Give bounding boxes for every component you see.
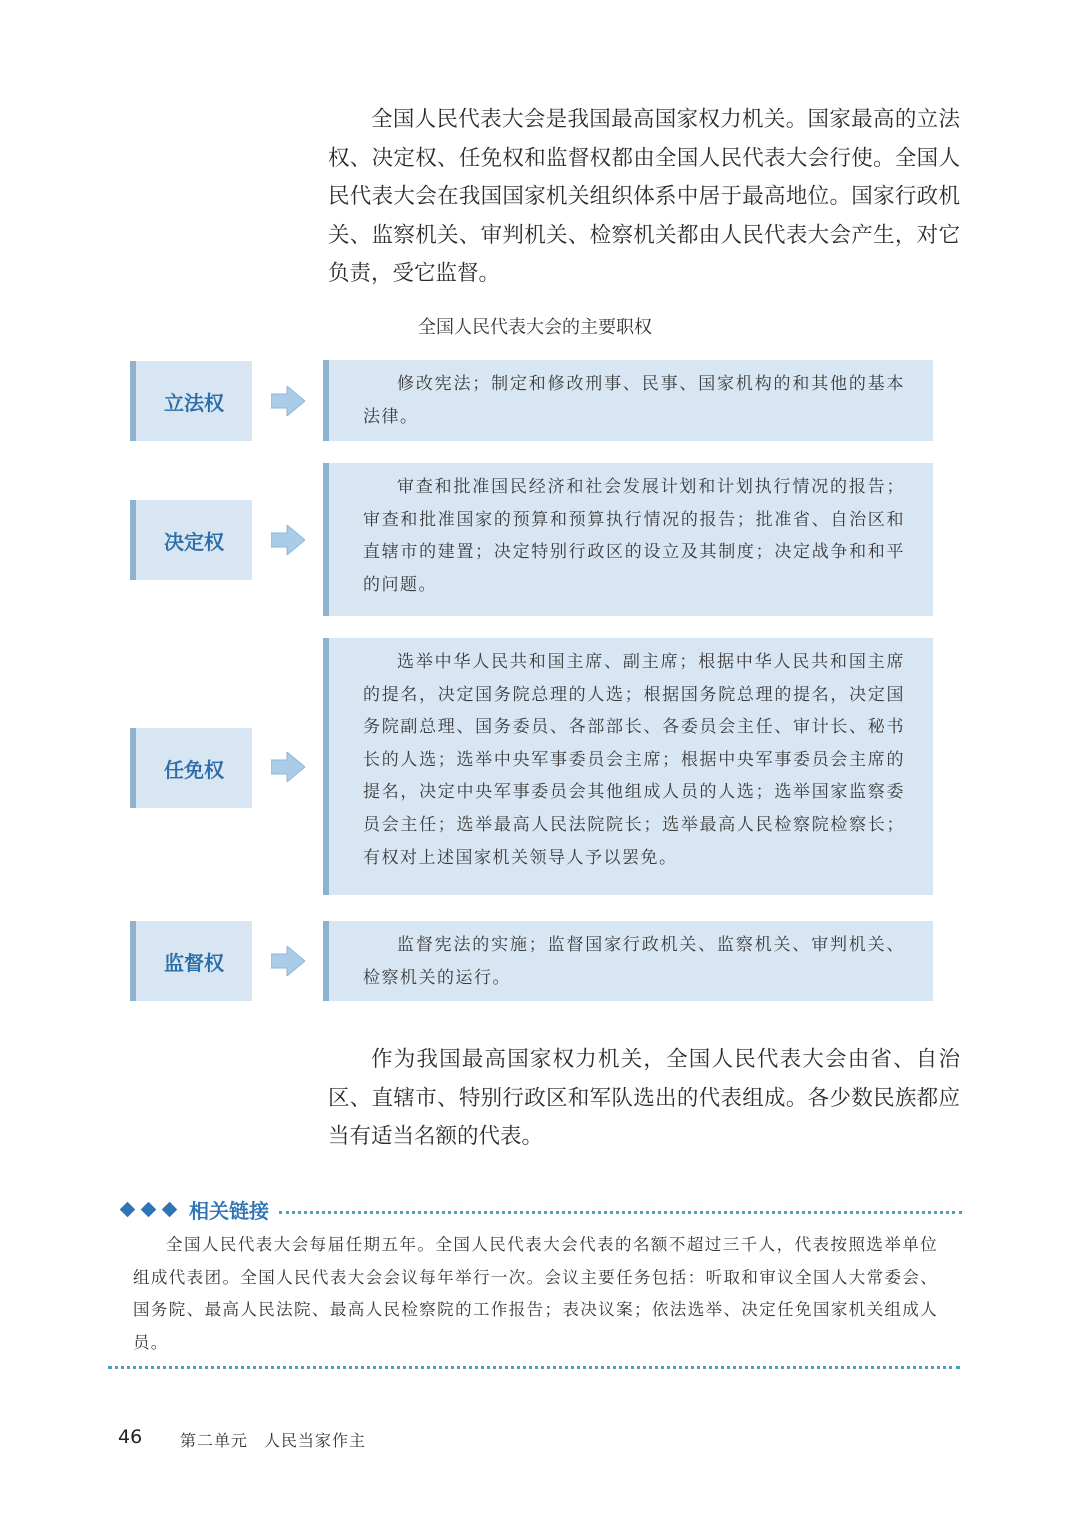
power-description-text: 选举中华人民共和国主席、副主席；根据中华人民共和国主席的提名，决定国务院总理的人选；根据国务院总理的提名，决定国务院副总理、国务委员、各部部长、各委员会主任、审计长、秘书长的人选；选举中央军事委员会主席；根据中央军事委员会主席的提名，决定中央军事委员会其他组成人员的人选；选举国家监察委员会主任；选举最高人民法院院长；选举最高人民检察院检察长；有权对上述国家机关领导人予以罢免。 [363,652,905,868]
second-paragraph: 作为我国最高国家权力机关，全国人民代表大会由省、自治区、直辖市、特别行政区和军队选出的代表组成。各少数民族都应当有适当名额的代表。 [328,1047,960,1149]
power-label-legislative: 立法权 [130,361,252,441]
unit-number: 第二单元 [180,1431,249,1450]
related-links-header [120,1193,962,1225]
arrow-right-icon [271,752,305,782]
intro-paragraph: 全国人民代表大会是我国最高国家权力机关。国家最高的立法权、决定权、任免权和监督权都由全国人民代表大会行使。全国人民代表大会在我国国家机关组织体系中居于最高地位。国家行政机关、监察机关、审判机关、检察机关都由人民代表大会产生，对它负责，受它监督。 [328,107,960,286]
power-description-text: 审查和批准国民经济和社会发展计划和计划执行情况的报告；审查和批准国家的预算和预算执行情况的报告；批准省、自治区和直辖市的建置；决定特别行政区的设立及其制度；决定战争和和平的问题。 [363,477,905,595]
arrow-right-icon [271,386,305,416]
unit-title: 人民当家作主 [264,1431,367,1450]
power-label-decision: 决定权 [130,500,252,580]
dotted-divider-bottom [108,1366,960,1369]
page-number: 46 [118,1426,143,1448]
power-label-supervision: 监督权 [130,921,252,1001]
dotted-divider [279,1211,962,1214]
power-description-text: 修改宪法；制定和修改刑事、民事、国家机构的和其他的基本法律。 [363,374,905,427]
arrow-right-icon [271,525,305,555]
power-description-decision [323,463,933,616]
power-label-appointment: 任免权 [130,728,252,808]
diagram-title: 全国人民代表大会的主要职权 [418,317,652,338]
arrow-right-icon [271,946,305,976]
power-description-text: 监督宪法的实施；监督国家行政机关、监察机关、审判机关、检察机关的运行。 [363,935,905,988]
diamond-bullets-icon [120,1204,177,1215]
power-description-appointment [323,638,933,895]
related-links-title: 相关链接 [189,1198,269,1223]
related-links-text: 全国人民代表大会每届任期五年。全国人民代表大会代表的名额不超过三千人，代表按照选举单位组成代表团。全国人民代表大会会议每年举行一次。会议主要任务包括：听取和审议全国人大常委会、国务院、最高人民法院、最高人民检察院的工作报告；表决议案；依法选举、决定任免国家机关组成人员。 [133,1235,938,1352]
chapter-title [180,1428,366,1451]
power-description-legislative [323,360,933,441]
power-description-supervision [323,921,933,1001]
